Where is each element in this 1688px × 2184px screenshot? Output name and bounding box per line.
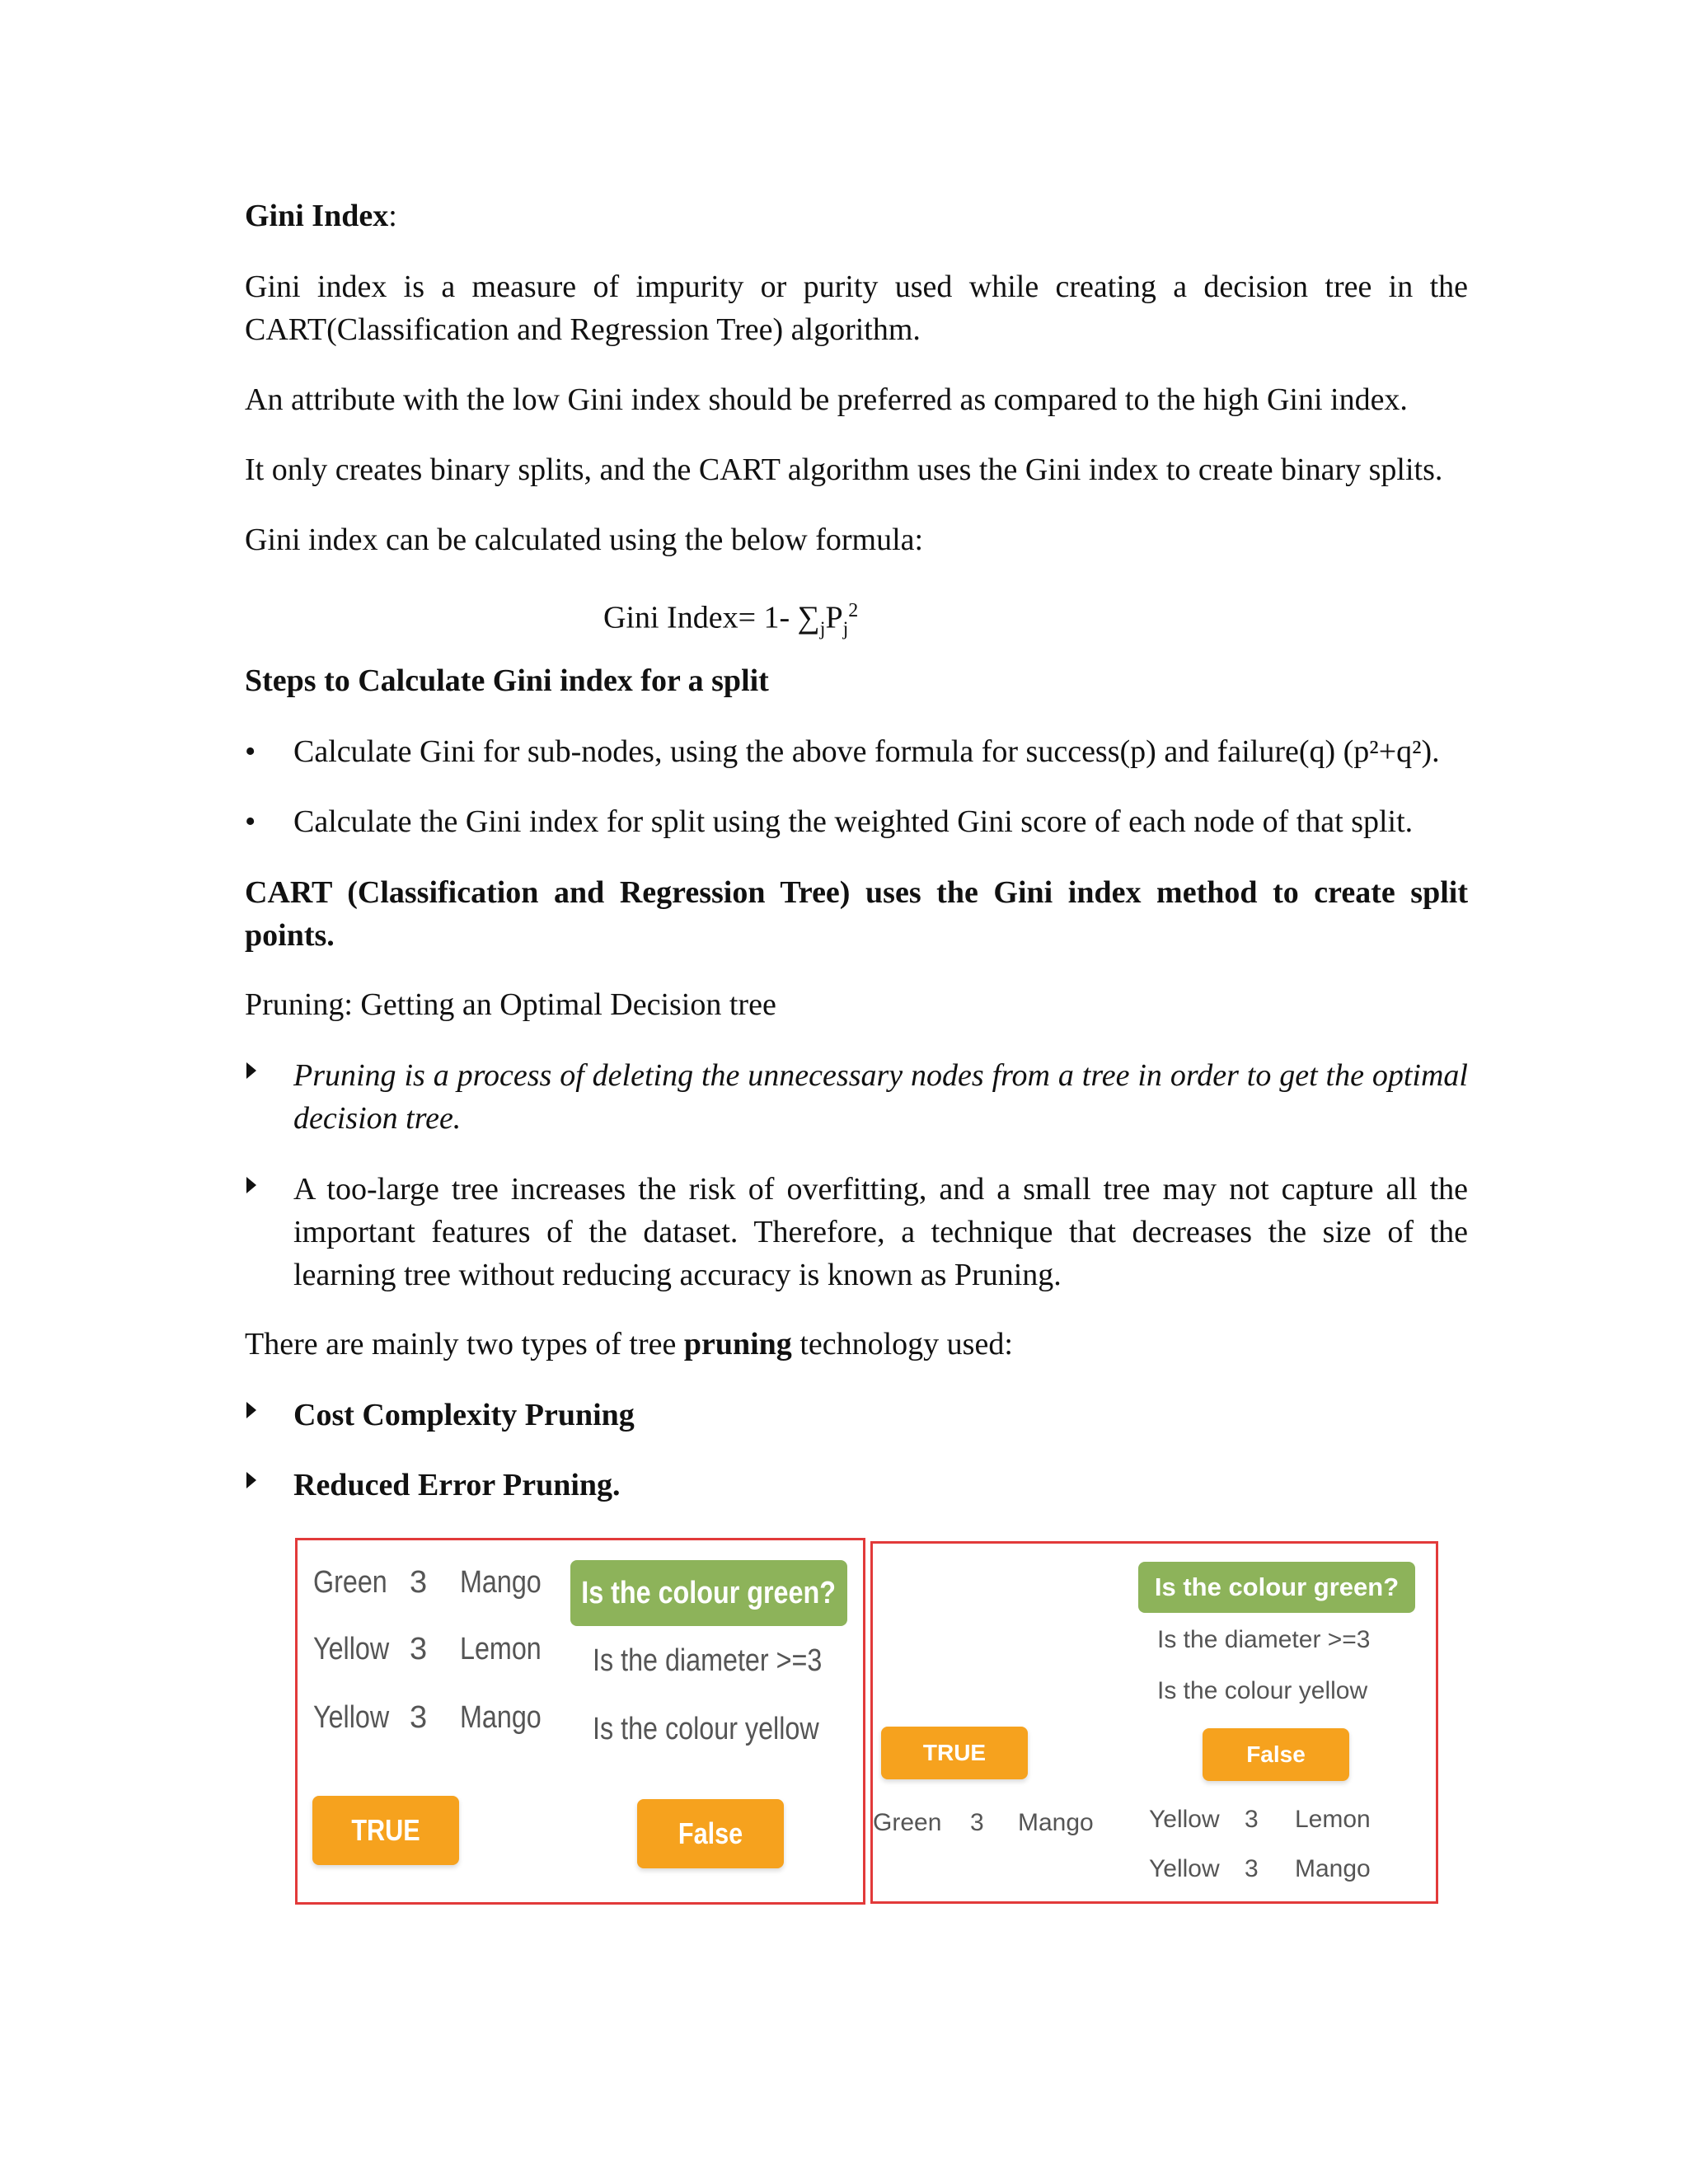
row-fruit: Mango (460, 1700, 542, 1735)
row-size: 3 (970, 1809, 984, 1836)
gini-binary-splits-note: It only creates binary splits, and the CART algorithm uses the Gini index to create binary splits. (245, 452, 1443, 487)
row-fruit: Mango (1018, 1809, 1094, 1836)
row-size: 3 (410, 1565, 428, 1600)
row-color: Yellow (313, 1632, 390, 1666)
gini-definition: Gini index is a measure of impurity or purity used while creating a decision tree in the CART(Classification and Regression Tree) algorithm. (245, 269, 1468, 347)
row-size: 3 (1245, 1855, 1259, 1882)
step-item: Calculate Gini for sub-nodes, using the above formula for success(p) and failure(q) (p²+q²). (293, 734, 1440, 769)
row-fruit: Mango (460, 1565, 542, 1600)
pruning-definition: Pruning is a process of deleting the unnecessary nodes from a tree in order to get the optimal decision tree. (293, 1058, 1468, 1136)
question-colour-yellow: Is the colour yellow (593, 1712, 819, 1746)
row-size: 3 (410, 1700, 428, 1735)
pruning-types-intro: There are mainly two types of tree pruning technology used: (245, 1327, 1013, 1361)
triangle-bullet-icon (246, 1177, 256, 1193)
gini-preference-note: An attribute with the low Gini index should be preferred as compared to the high Gini index. (245, 382, 1408, 417)
row-fruit: Lemon (1295, 1806, 1371, 1833)
row-fruit: Mango (1295, 1855, 1371, 1882)
bullet-dot: • (245, 804, 256, 839)
figure-left-panel (295, 1538, 865, 1905)
row-color: Yellow (313, 1700, 390, 1735)
gini-heading: Gini Index: (245, 199, 397, 233)
pruning-title: Pruning: Getting an Optimal Decision tree (245, 987, 776, 1022)
triangle-bullet-icon (246, 1062, 256, 1079)
row-color: Yellow (1149, 1806, 1220, 1833)
row-size: 3 (410, 1632, 428, 1666)
pruning-type-cost-complexity: Cost Complexity Pruning (293, 1398, 635, 1432)
false-branch-button: False (1203, 1728, 1349, 1781)
step-item: Calculate the Gini index for split using the weighted Gini score of each node of that split. (293, 804, 1414, 839)
steps-heading: Steps to Calculate Gini index for a split (245, 663, 769, 698)
row-color: Yellow (1149, 1855, 1220, 1882)
true-branch-button: TRUE (312, 1796, 459, 1865)
row-fruit: Lemon (460, 1632, 542, 1666)
false-branch-button: False (637, 1799, 784, 1868)
triangle-bullet-icon (246, 1472, 256, 1488)
question-diameter: Is the diameter >=3 (593, 1643, 823, 1678)
question-diameter: Is the diameter >=3 (1157, 1626, 1371, 1653)
cart-statement: CART (Classification and Regression Tree) uses the Gini index method to create split points. (245, 875, 1468, 953)
question-colour-green: Is the colour green? (1138, 1562, 1415, 1613)
bullet-dot: • (245, 734, 256, 769)
figure-right-panel (870, 1541, 1438, 1904)
row-size: 3 (1245, 1806, 1259, 1833)
pruning-explanation: A too-large tree increases the risk of overfitting, and a small tree may not capture all the important features of the dataset. Therefore, a technique that decreases the size of the learning tree without reducing accuracy is known as Pruning. (293, 1172, 1468, 1292)
row-color: Green (313, 1565, 387, 1600)
row-color: Green (873, 1809, 942, 1836)
triangle-bullet-icon (246, 1402, 256, 1418)
question-colour-green: Is the colour green? (570, 1560, 847, 1626)
pruning-type-reduced-error: Reduced Error Pruning. (293, 1468, 621, 1502)
gini-formula-intro: Gini index can be calculated using the below formula: (245, 523, 924, 557)
true-branch-button: TRUE (881, 1727, 1028, 1779)
gini-formula: Gini Index= 1- $\sum_jP_j^2$ (603, 600, 859, 640)
question-colour-yellow: Is the colour yellow (1157, 1677, 1368, 1704)
